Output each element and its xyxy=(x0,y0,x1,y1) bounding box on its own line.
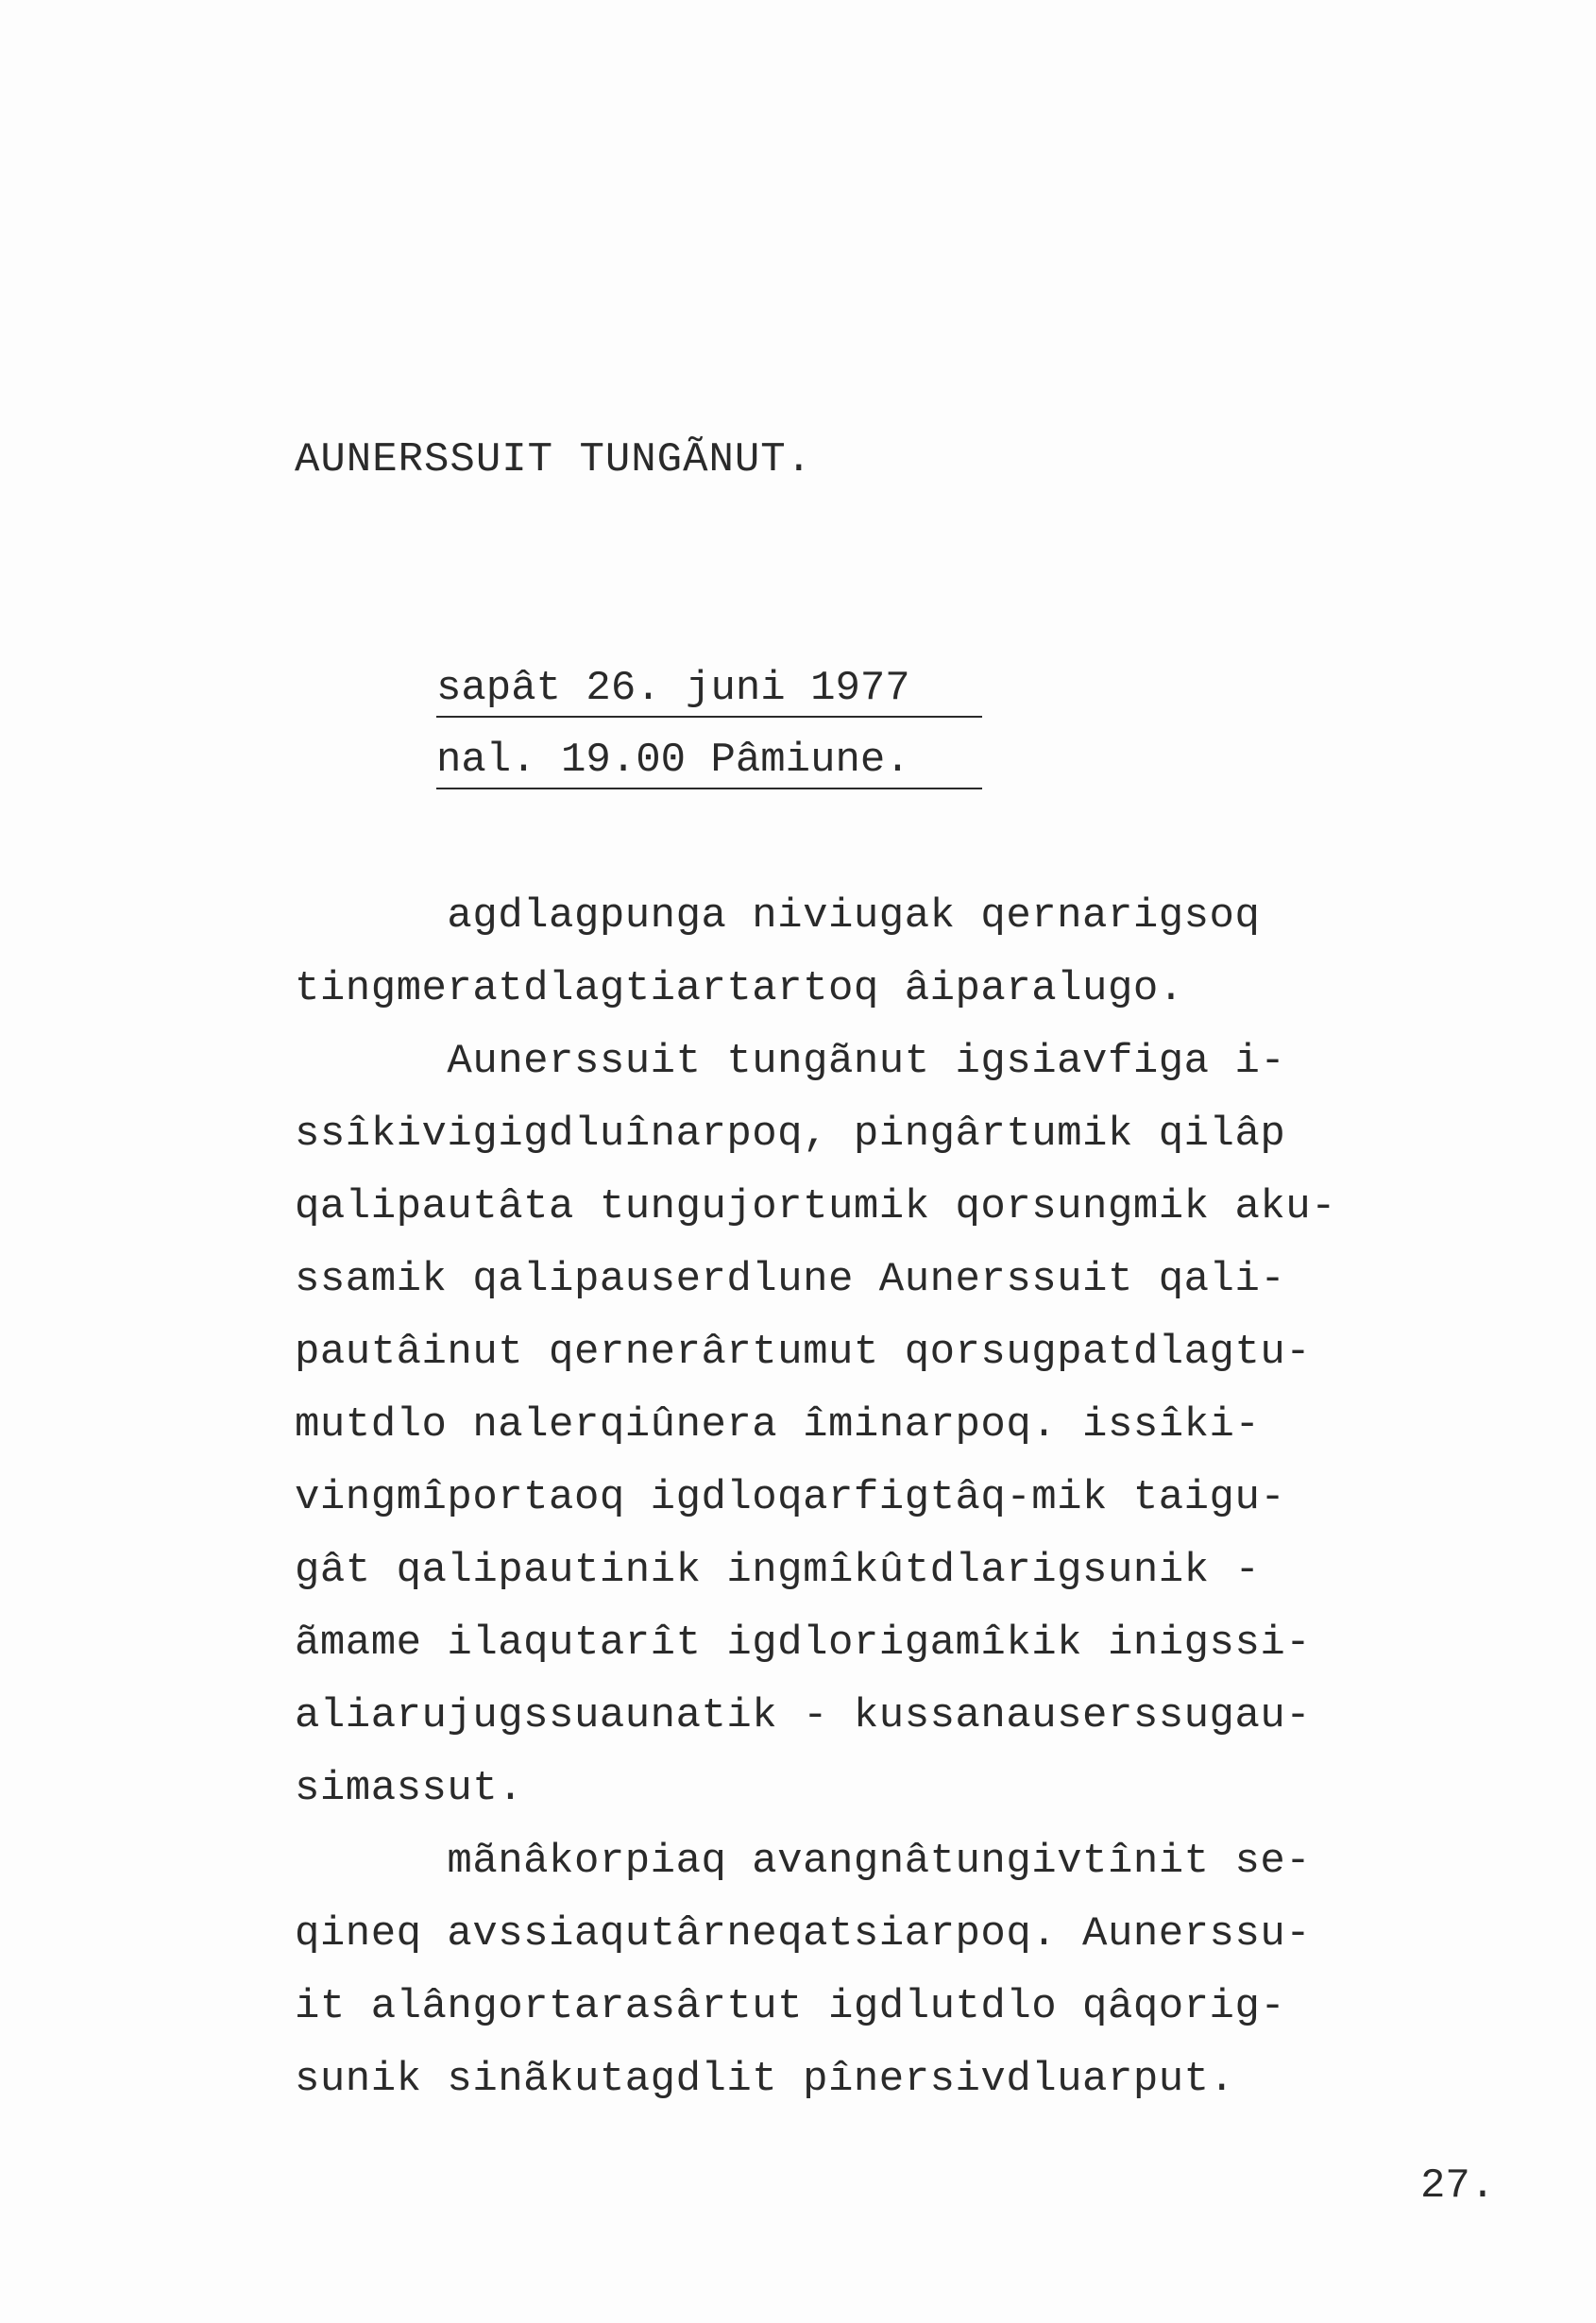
body-line: mãnâkorpiaq avangnâtungivtînit se- xyxy=(295,1838,1312,1885)
body-line: aliarujugssuaunatik - kussanauserssugau- xyxy=(295,1692,1312,1739)
body-line: mutdlo nalerqiûnera îminarpoq. issîki- xyxy=(295,1401,1261,1449)
body-line: pautâinut qernerârtumut qorsugpatdlagtu- xyxy=(295,1329,1312,1376)
body-line: it alângortarasârtut igdlutdlo qâqorig- xyxy=(295,1983,1286,2030)
dateline-date: sapât 26. juni 1977 xyxy=(436,665,982,718)
dateline-time-place: nal. 19.00 Pâmiune. xyxy=(436,737,982,789)
body-line: ssamik qalipauserdlune Aunerssuit qali- xyxy=(295,1256,1286,1303)
body-line: agdlagpunga niviugak qernarigsoq xyxy=(295,892,1261,940)
body-line: sunik sinãkutagdlit pînersivdluarput. xyxy=(295,2056,1235,2103)
body-line: vingmîportaoq igdloqarfigtâq-mik taigu- xyxy=(295,1474,1286,1521)
body-line: simassut. xyxy=(295,1765,524,1812)
body-line: gât qalipautinik ingmîkûtdlarigsunik - xyxy=(295,1547,1261,1594)
body-line: ssîkivigigdluînarpoq, pingârtumik qilâp xyxy=(295,1111,1286,1158)
body-line: qineq avssiaqutârneqatsiarpoq. Aunerssu- xyxy=(295,1910,1312,1958)
body-line: ãmame ilaqutarît igdlorigamîkik inigssi- xyxy=(295,1619,1312,1667)
body-line: Aunerssuit tungãnut igsiavfiga i- xyxy=(295,1038,1286,1085)
body-line: qalipautâta tungujortumik qorsungmik aku- xyxy=(295,1183,1337,1230)
body-text xyxy=(295,880,1466,2116)
page-number: 27. xyxy=(1420,2162,1496,2210)
body-line: tingmeratdlagtiartartoq âiparalugo. xyxy=(295,965,1184,1012)
page-title: AUNERSSUIT TUNGÃNUT. xyxy=(295,436,813,483)
